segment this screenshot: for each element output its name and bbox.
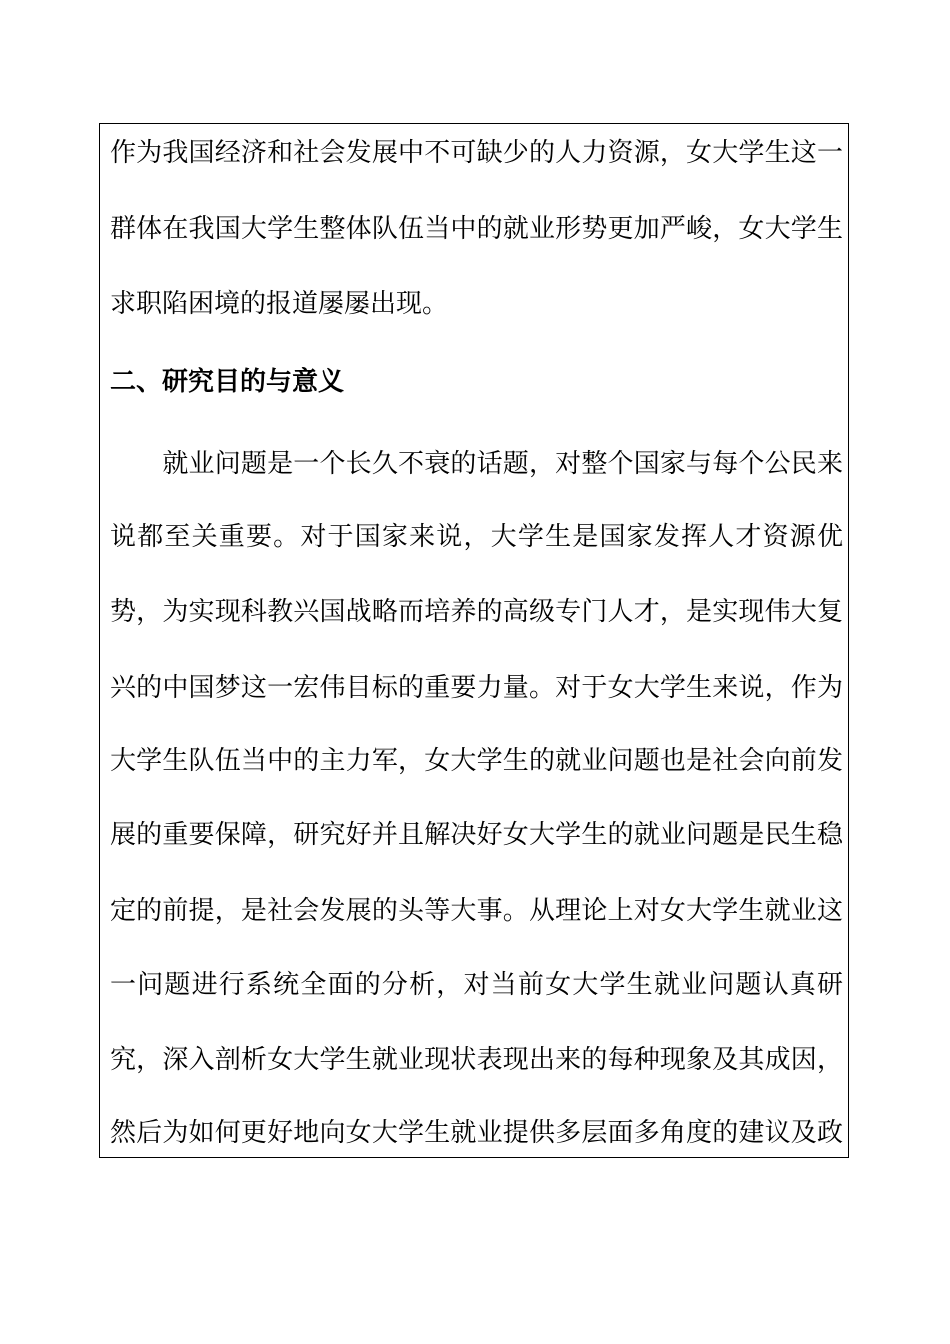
- paragraph-line: 求职陷困境的报道屡屡出现。: [110, 289, 449, 319]
- paragraph-line: 大学生队伍当中的主力军，女大学生的就业问题也是社会向前发: [110, 746, 843, 776]
- paragraph-line: 群体在我国大学生整体队伍当中的就业形势更加严峻，女大学生: [110, 214, 843, 244]
- paragraph-line: 定的前提，是社会发展的头等大事。从理论上对女大学生就业这: [110, 896, 843, 926]
- paragraph-line: 兴的中国梦这一宏伟目标的重要力量。对于女大学生来说，作为: [110, 673, 843, 703]
- paragraph-line: 说都至关重要。对于国家来说，大学生是国家发挥人才资源优: [110, 522, 843, 552]
- section-heading: 二、研究目的与意义: [110, 367, 345, 397]
- paragraph-line: 就业问题是一个长久不衰的话题，对整个国家与每个公民来: [110, 449, 843, 479]
- paragraph-line: 作为我国经济和社会发展中不可缺少的人力资源，女大学生这一: [110, 138, 843, 168]
- paragraph-line: 一问题进行系统全面的分析，对当前女大学生就业问题认真研: [110, 970, 843, 1000]
- paragraph-line: 究，深入剖析女大学生就业现状表现出来的每种现象及其成因，: [110, 1045, 843, 1075]
- paragraph-line: 然后为如何更好地向女大学生就业提供多层面多角度的建议及政: [110, 1118, 843, 1148]
- paragraph-line: 势，为实现科教兴国战略而培养的高级专门人才，是实现伟大复: [110, 597, 843, 627]
- paragraph-line: 展的重要保障，研究好并且解决好女大学生的就业问题是民生稳: [110, 820, 843, 850]
